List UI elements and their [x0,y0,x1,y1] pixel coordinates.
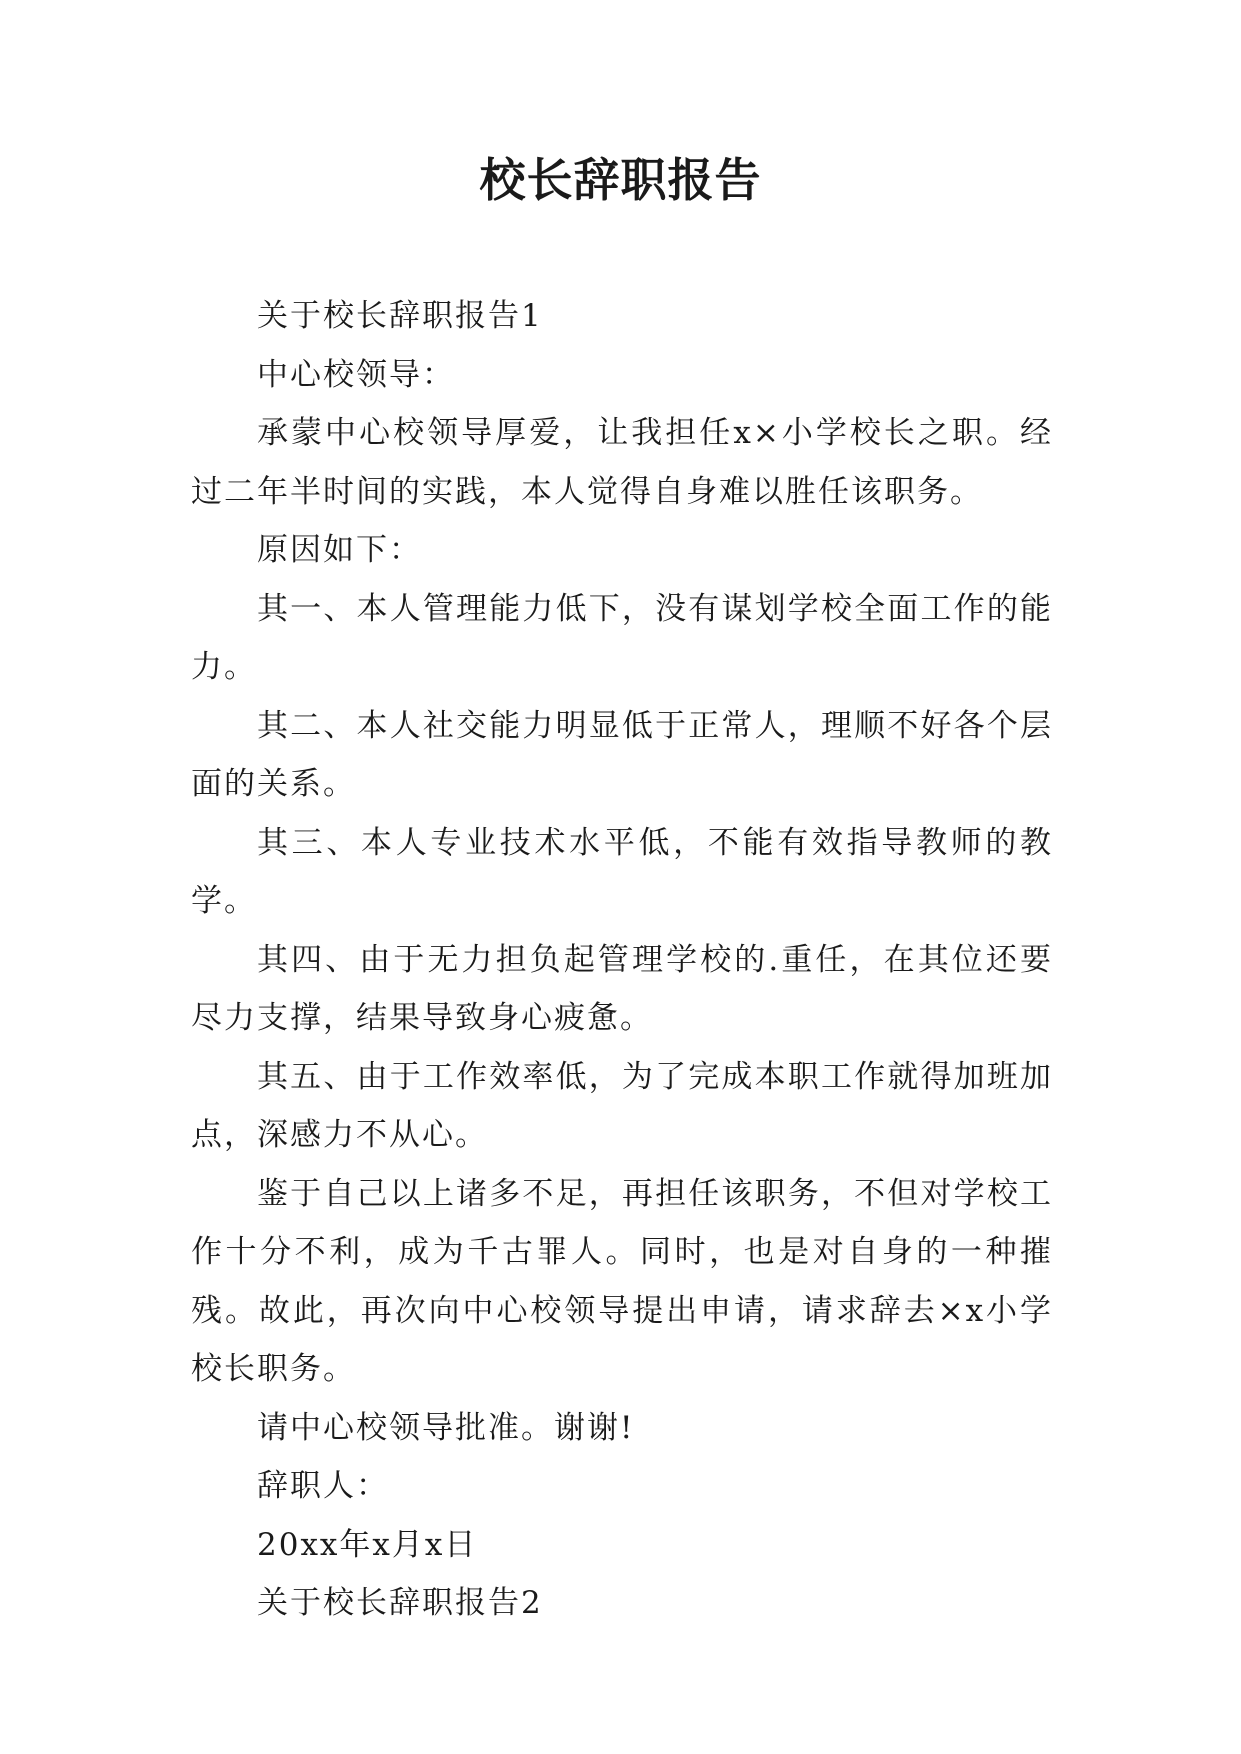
paragraph-conclusion: 鉴于自己以上诸多不足，再担任该职务，不但对学校工作十分不利，成为千古罪人。同时，也是对自身的一种摧残。故此，再次向中心校领导提出申请，请求辞去×x小学校长职务。 [191,1175,1053,1387]
salutation: 中心校领导： [257,356,455,393]
date-line: 20xx年x月x日 [257,1526,478,1563]
paragraph-request: 请中心校领导批准。谢谢! [257,1409,635,1446]
document-title: 校长辞职报告 [479,153,762,207]
document-body [191,287,1053,1633]
paragraph-intro: 承蒙中心校领导厚爱，让我担任x×小学校长之职。经过二年半时间的实践，本人觉得自身难以胜任该职务。 [191,415,1053,510]
paragraph-reason-5: 其五、由于工作效率低，为了完成本职工作就得加班加点，深感力不从心。 [191,1058,1053,1153]
paragraph-reason-3: 其三、本人专业技术水平低，不能有效指导教师的教学。 [191,824,1053,919]
section-heading-1: 关于校长辞职报告1 [257,298,543,334]
paragraph-reason-2: 其二、本人社交能力明显低于正常人，理顺不好各个层面的关系。 [191,707,1053,802]
paragraph-reasons-heading: 原因如下： [257,532,422,568]
paragraph-reason-4: 其四、由于无力担负起管理学校的.重任，在其位还要尽力支撑，结果导致身心疲惫。 [191,941,1053,1036]
section-heading-2: 关于校长辞职报告2 [257,1585,543,1621]
paragraph-reason-1: 其一、本人管理能力低下，没有谋划学校全面工作的能力。 [191,590,1053,685]
signature-line: 辞职人： [257,1468,389,1504]
